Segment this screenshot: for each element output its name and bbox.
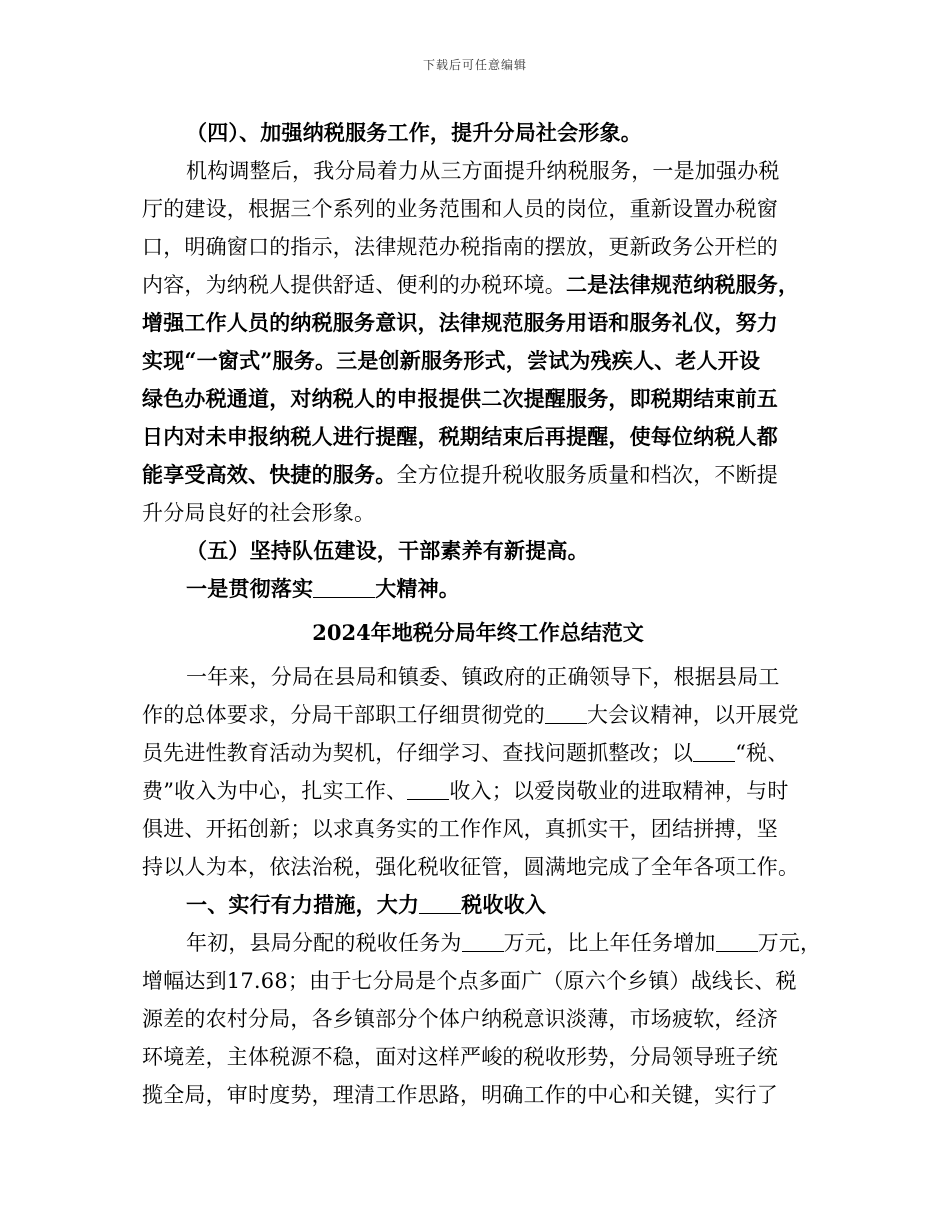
- text-run: 作的总体要求，分局干部职工仔细贯彻党的: [142, 703, 545, 727]
- text-run: 收入；以爱岗敬业的进取精神，与时: [449, 779, 789, 803]
- section-heading-4: （四）、加强纳税服务工作，提升分局社会形象。: [186, 120, 642, 145]
- paragraph-line: 持以人为本，依法治税，强化税收征管，圆满地完成了全年各项工作。: [142, 855, 800, 879]
- section-heading-5: （五）坚持队伍建设，干部素养有新提高。: [186, 538, 589, 563]
- text-run: 一、实行有力措施，大力: [186, 892, 420, 917]
- document-body: [142, 114, 822, 1114]
- fill-blank: [462, 929, 504, 952]
- text-run: 年初，县局分配的税收任务为: [186, 931, 462, 955]
- paragraph-line: [142, 696, 814, 734]
- bold-text-run: 二是法律规范纳税服务，: [566, 272, 800, 297]
- text-run: 费”收入为中心，扎实工作、: [142, 779, 408, 803]
- fill-blank: [419, 891, 461, 914]
- text-run: 大精神。: [375, 576, 461, 601]
- page-header-note: 下载后可任意编辑: [422, 58, 527, 72]
- paragraph-line: [142, 734, 814, 772]
- paragraph-line: 口，明确窗口的指示，法律规范办税指南的摆放，更新政务公开栏的: [142, 235, 778, 259]
- text-run: 万元，: [757, 931, 822, 955]
- paragraph-line: 俱进、开拓创新；以求真务实的工作作风，真抓实干，团结拼搏，坚: [142, 817, 778, 841]
- sub-heading: [142, 570, 814, 608]
- fill-blank: [545, 701, 587, 724]
- fill-blank: [693, 739, 735, 762]
- text-run: 一是贯彻落实: [186, 576, 314, 601]
- paragraph-line-bold: 日内对未申报纳税人进行提醒，税期结束后再提醒，使每位纳税人都: [142, 424, 778, 449]
- paragraph-line: [142, 456, 814, 494]
- text-run: 大会议精神，以开展党: [586, 703, 799, 727]
- bold-text-run: 能享受高效、快捷的服务。: [142, 462, 397, 487]
- text-run: 员先进性教育活动为契机，仔细学习、查找问题抓整改；以: [142, 741, 694, 765]
- document-title: 2024年地税分局年终工作总结范文: [312, 620, 644, 645]
- text-run: “税、: [735, 741, 789, 765]
- fill-blank: [716, 929, 758, 952]
- text-run: 万元，比上年任务增加: [503, 931, 716, 955]
- paragraph-line: 机构调整后，我分局着力从三方面提升纳税服务，一是加强办税: [186, 159, 780, 183]
- paragraph-line: 升分局良好的社会形象。: [142, 501, 376, 525]
- paragraph-line: 揽全局，审时度势，理清工作思路，明确工作的中心和关键，实行了: [142, 1083, 778, 1107]
- paragraph-line-bold: 增强工作人员的纳税服务意识，法律规范服务用语和服务礼仪，努力: [142, 310, 778, 335]
- paragraph-line: [142, 924, 822, 962]
- paragraph-line: [142, 772, 814, 810]
- text-run: 全方位提升税收服务质量和档次，不断提: [396, 463, 779, 487]
- text-run: 税收收入: [461, 892, 547, 917]
- paragraph-line: 一年来，分局在县局和镇委、镇政府的正确领导下，根据县局工: [186, 665, 780, 689]
- fill-blank: [313, 575, 375, 598]
- paragraph-line: 源差的农村分局，各乡镇部分个体户纳税意识淡薄，市场疲软，经济: [142, 1007, 778, 1031]
- text-run: 内容，为纳税人提供舒适、便利的办税环境。: [142, 273, 566, 297]
- paragraph-line: 厅的建设，根据三个系列的业务范围和人员的岗位，重新设置办税窗: [142, 197, 778, 221]
- paragraph-line: 环境差，主体税源不稳，面对这样严峻的税收形势，分局领导班子统: [142, 1045, 778, 1069]
- paragraph-line-bold: 绿色办税通道，对纳税人的申报提供二次提醒服务，即税期结束前五: [142, 386, 778, 411]
- paragraph-line: [142, 266, 814, 304]
- fill-blank: [407, 777, 449, 800]
- paragraph-line: 增幅达到17.68；由于七分局是个点多面广（原六个乡镇）战线长、税: [142, 969, 797, 993]
- section-heading-1: [142, 886, 814, 924]
- paragraph-line-bold: 实现“一窗式”服务。三是创新服务形式，尝试为残疾人、老人开设: [142, 348, 761, 373]
